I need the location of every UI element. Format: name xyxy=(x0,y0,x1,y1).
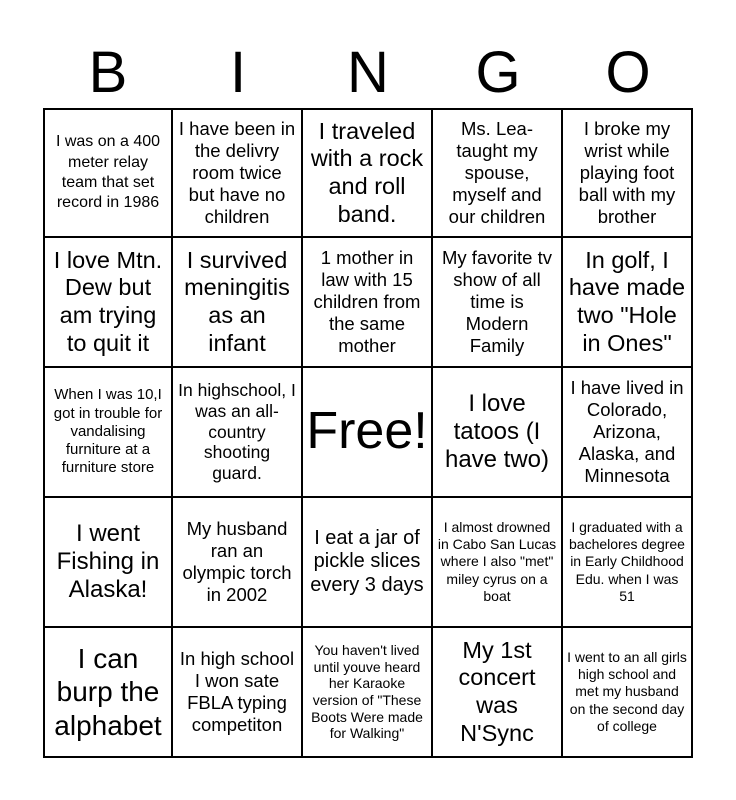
free-space[interactable] xyxy=(303,368,433,498)
bingo-cell[interactable] xyxy=(433,628,563,758)
bingo-cell[interactable] xyxy=(173,238,303,368)
cell-text: My favorite tv show of all time is Modern Family xyxy=(442,247,552,356)
header-letter-g: G xyxy=(475,40,521,105)
cell-text: I broke my wrist while playing foot ball with my brother xyxy=(578,118,676,227)
header-letter-o: O xyxy=(605,40,651,105)
cell-text: I graduated with a bachelores degree in Early Childhood Edu. when I was 51 xyxy=(569,519,685,604)
bingo-cell[interactable] xyxy=(433,108,563,238)
cell-text: I have been in the delivry room twice but have no children xyxy=(178,118,296,227)
bingo-cell[interactable] xyxy=(563,238,693,368)
bingo-cell[interactable] xyxy=(563,368,693,498)
bingo-cell[interactable] xyxy=(43,108,173,238)
cell-text: Ms. Lea- taught my spouse, myself and our children xyxy=(448,118,546,227)
bingo-cell[interactable] xyxy=(173,628,303,758)
bingo-cell[interactable] xyxy=(43,238,173,368)
bingo-cell[interactable] xyxy=(303,238,433,368)
bingo-cell[interactable] xyxy=(433,238,563,368)
cell-text: I was on a 400 meter relay team that set record in 1986 xyxy=(55,133,161,212)
cell-text: I eat a jar of pickle slices every 3 days xyxy=(310,526,424,596)
bingo-cell[interactable] xyxy=(563,108,693,238)
bingo-cell[interactable] xyxy=(563,498,693,628)
cell-text: When I was 10,I got in trouble for vandalising furniture at a furniture store xyxy=(53,386,163,477)
bingo-cell[interactable] xyxy=(173,368,303,498)
bingo-board xyxy=(43,108,693,758)
cell-text: I have lived in Colorado, Arizona, Alaska, and Minnesota xyxy=(570,377,684,486)
cell-text: In golf, I have made two "Hole in Ones" xyxy=(568,246,686,356)
cell-text: I love tatoos (I have two) xyxy=(444,389,550,474)
cell-text: I can burp the alphabet xyxy=(54,643,162,741)
bingo-cell[interactable] xyxy=(303,108,433,238)
cell-text: I love Mtn. Dew but am trying to quit it xyxy=(53,246,163,356)
bingo-cell[interactable] xyxy=(433,498,563,628)
bingo-cell[interactable] xyxy=(173,108,303,238)
free-space-label: Free! xyxy=(306,402,428,461)
header-letter-n: N xyxy=(347,40,389,105)
cell-text: I traveled with a rock and roll band. xyxy=(310,117,424,227)
bingo-cell[interactable] xyxy=(563,628,693,758)
cell-text: I went Fishing in Alaska! xyxy=(56,519,160,604)
header-letter-b: B xyxy=(88,40,128,105)
bingo-cell[interactable] xyxy=(43,628,173,758)
cell-text: My 1st concert was N'Sync xyxy=(458,636,536,746)
header-letter-i: I xyxy=(229,40,247,105)
bingo-cell[interactable] xyxy=(43,368,173,498)
cell-text: I survived meningitis as an infant xyxy=(184,246,290,356)
bingo-cell[interactable] xyxy=(43,498,173,628)
cell-text: You haven't lived until youve heard her Karaoke version of "These Boots Were made for Walking" xyxy=(311,642,423,742)
cell-text: In high school I won sate FBLA typing competiton xyxy=(179,648,295,735)
cell-text: My husband ran an olympic torch in 2002 xyxy=(182,518,292,605)
bingo-cell[interactable] xyxy=(303,628,433,758)
bingo-cell[interactable] xyxy=(433,368,563,498)
cell-text: In highschool, I was an all-country shooting guard. xyxy=(178,380,296,483)
cell-text: 1 mother in law with 15 children from the same mother xyxy=(313,247,421,356)
cell-text: I went to an all girls high school and met my husband on the second day of college xyxy=(567,649,687,734)
bingo-cell[interactable] xyxy=(173,498,303,628)
bingo-cell[interactable] xyxy=(303,498,433,628)
bingo-header xyxy=(43,40,693,106)
cell-text: I almost drowned in Cabo San Lucas where I also "met" miley cyrus on a boat xyxy=(437,519,557,604)
